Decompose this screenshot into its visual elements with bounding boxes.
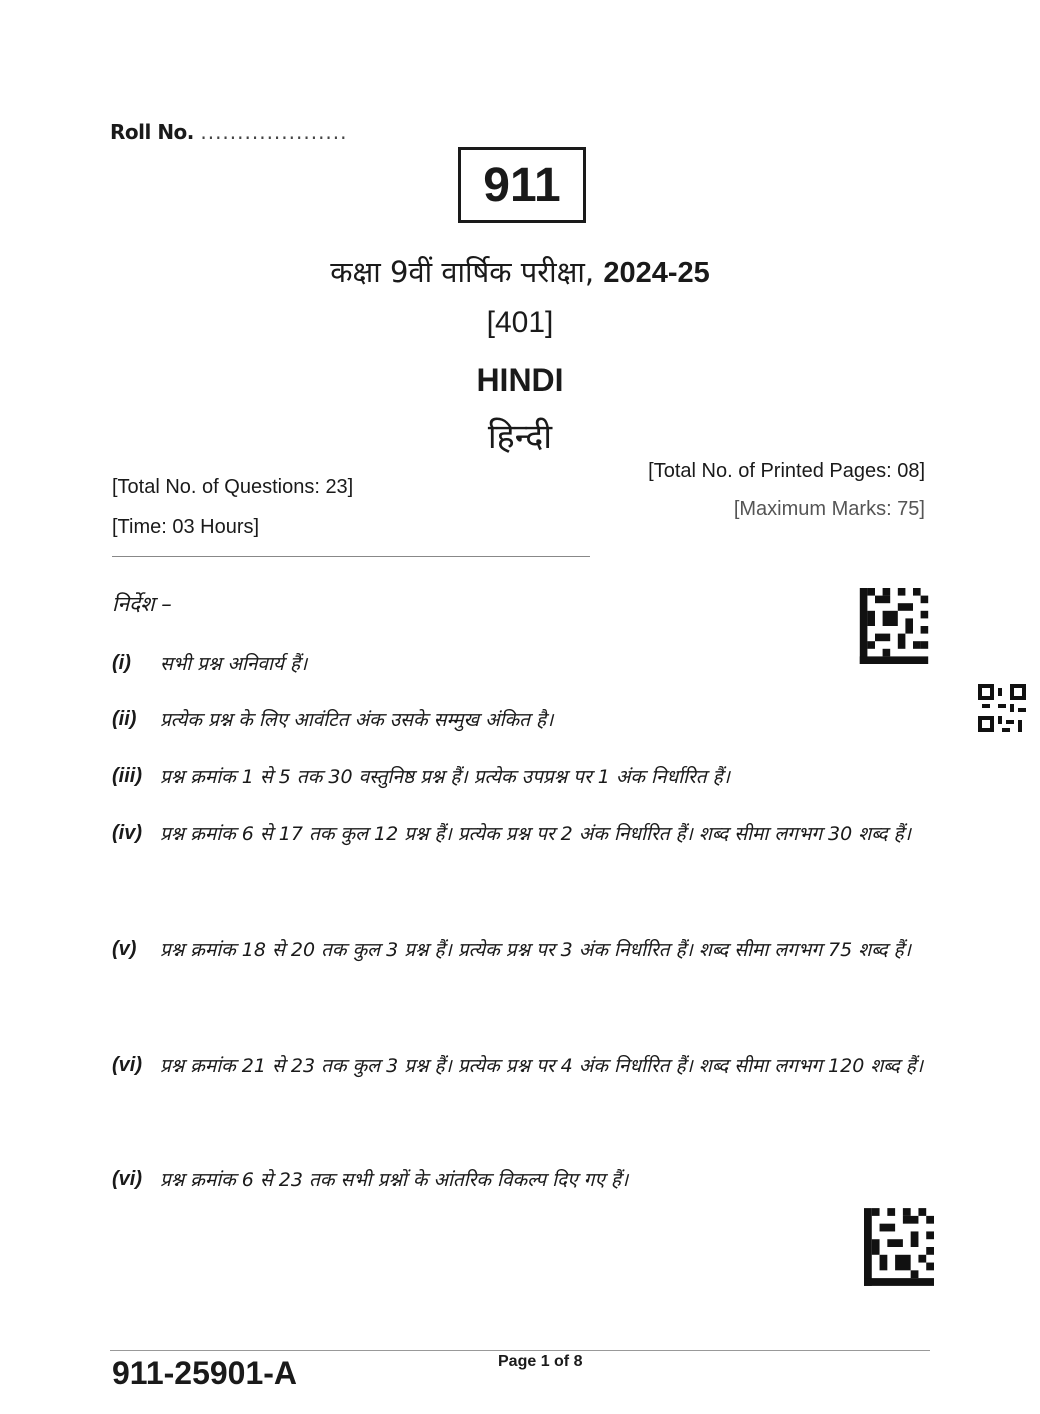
instruction-text: प्रत्येक प्रश्न के लिए आवंटित अंक उसके सम्मुख अंकित है। (160, 709, 554, 731)
time-allowed: [Time: 03 Hours] (112, 516, 260, 538)
subject-english: HINDI (476, 362, 564, 398)
maximum-marks: [Maximum Marks: 75] (733, 498, 925, 520)
divider (112, 556, 590, 557)
exam-year: 2024-25 (603, 257, 710, 289)
subject-hindi: हिन्दी (487, 417, 553, 457)
instruction-item (112, 708, 932, 749)
printed-pages: [Total No. of Printed Pages: 08] (648, 460, 925, 482)
instruction-number: (ii) (112, 708, 137, 730)
instruction-item (112, 822, 932, 863)
instruction-text: प्रश्न क्रमांक 21 से 23 तक कुल 3 प्रश्न हैं। प्रत्येक प्रश्न पर 4 अंक निर्धारित हैं। शब्द सीमा लगभग 120 शब्द हैं। (160, 1055, 924, 1077)
instruction-item (112, 1168, 932, 1209)
exam-title-text: कक्षा 9वीं वार्षिक परीक्षा, (330, 255, 595, 289)
instruction-number: (iii) (112, 765, 142, 787)
paper-code-box (458, 147, 586, 223)
instruction-item (112, 765, 932, 806)
roll-label: Roll No. (110, 120, 194, 144)
instruction-text: प्रश्न क्रमांक 6 से 23 तक सभी प्रश्नों के आंतरिक विकल्प दिए गए हैं। (160, 1169, 629, 1191)
instructions-heading: निर्देश – (112, 592, 172, 616)
exam-title (0, 252, 1040, 291)
total-questions: [Total No. of Questions: 23] (112, 476, 354, 498)
roll-number-field (110, 120, 348, 144)
roll-dots: .................... (200, 120, 348, 144)
booklet-code: 911-25901-A (112, 1355, 298, 1391)
qr-code-icon (978, 684, 1026, 732)
instruction-item (112, 652, 932, 693)
footer-divider (110, 1350, 930, 1351)
instruction-text: सभी प्रश्न अनिवार्य हैं। (160, 653, 308, 675)
instruction-text: प्रश्न क्रमांक 6 से 17 तक कुल 12 प्रश्न हैं। प्रत्येक प्रश्न पर 2 अंक निर्धारित हैं। शब्द सीमा लगभग 30 शब्द हैं। (160, 823, 911, 845)
instruction-text: प्रश्न क्रमांक 18 से 20 तक कुल 3 प्रश्न हैं। प्रत्येक प्रश्न पर 3 अंक निर्धारित हैं। शब्द सीमा लगभग 75 शब्द हैं। (160, 939, 911, 961)
instruction-text: प्रश्न क्रमांक 1 से 5 तक 30 वस्तुनिष्ठ प्रश्न हैं। प्रत्येक उपप्रश्न पर 1 अंक निर्धारित हैं। (160, 766, 730, 788)
subject-code: [401] (486, 306, 554, 339)
instruction-number: (v) (112, 938, 137, 960)
instruction-item (112, 1054, 932, 1095)
datamatrix-code-icon (864, 1208, 934, 1286)
instruction-number: (iv) (112, 822, 142, 844)
paper-code: 911 (483, 158, 561, 212)
instruction-item (112, 938, 932, 979)
datamatrix-code-icon (858, 588, 930, 664)
page-number: Page 1 of 8 (498, 1353, 583, 1370)
instruction-number: (vi) (112, 1054, 142, 1076)
instruction-number: (i) (112, 652, 131, 674)
instruction-number: (vi) (112, 1168, 142, 1190)
